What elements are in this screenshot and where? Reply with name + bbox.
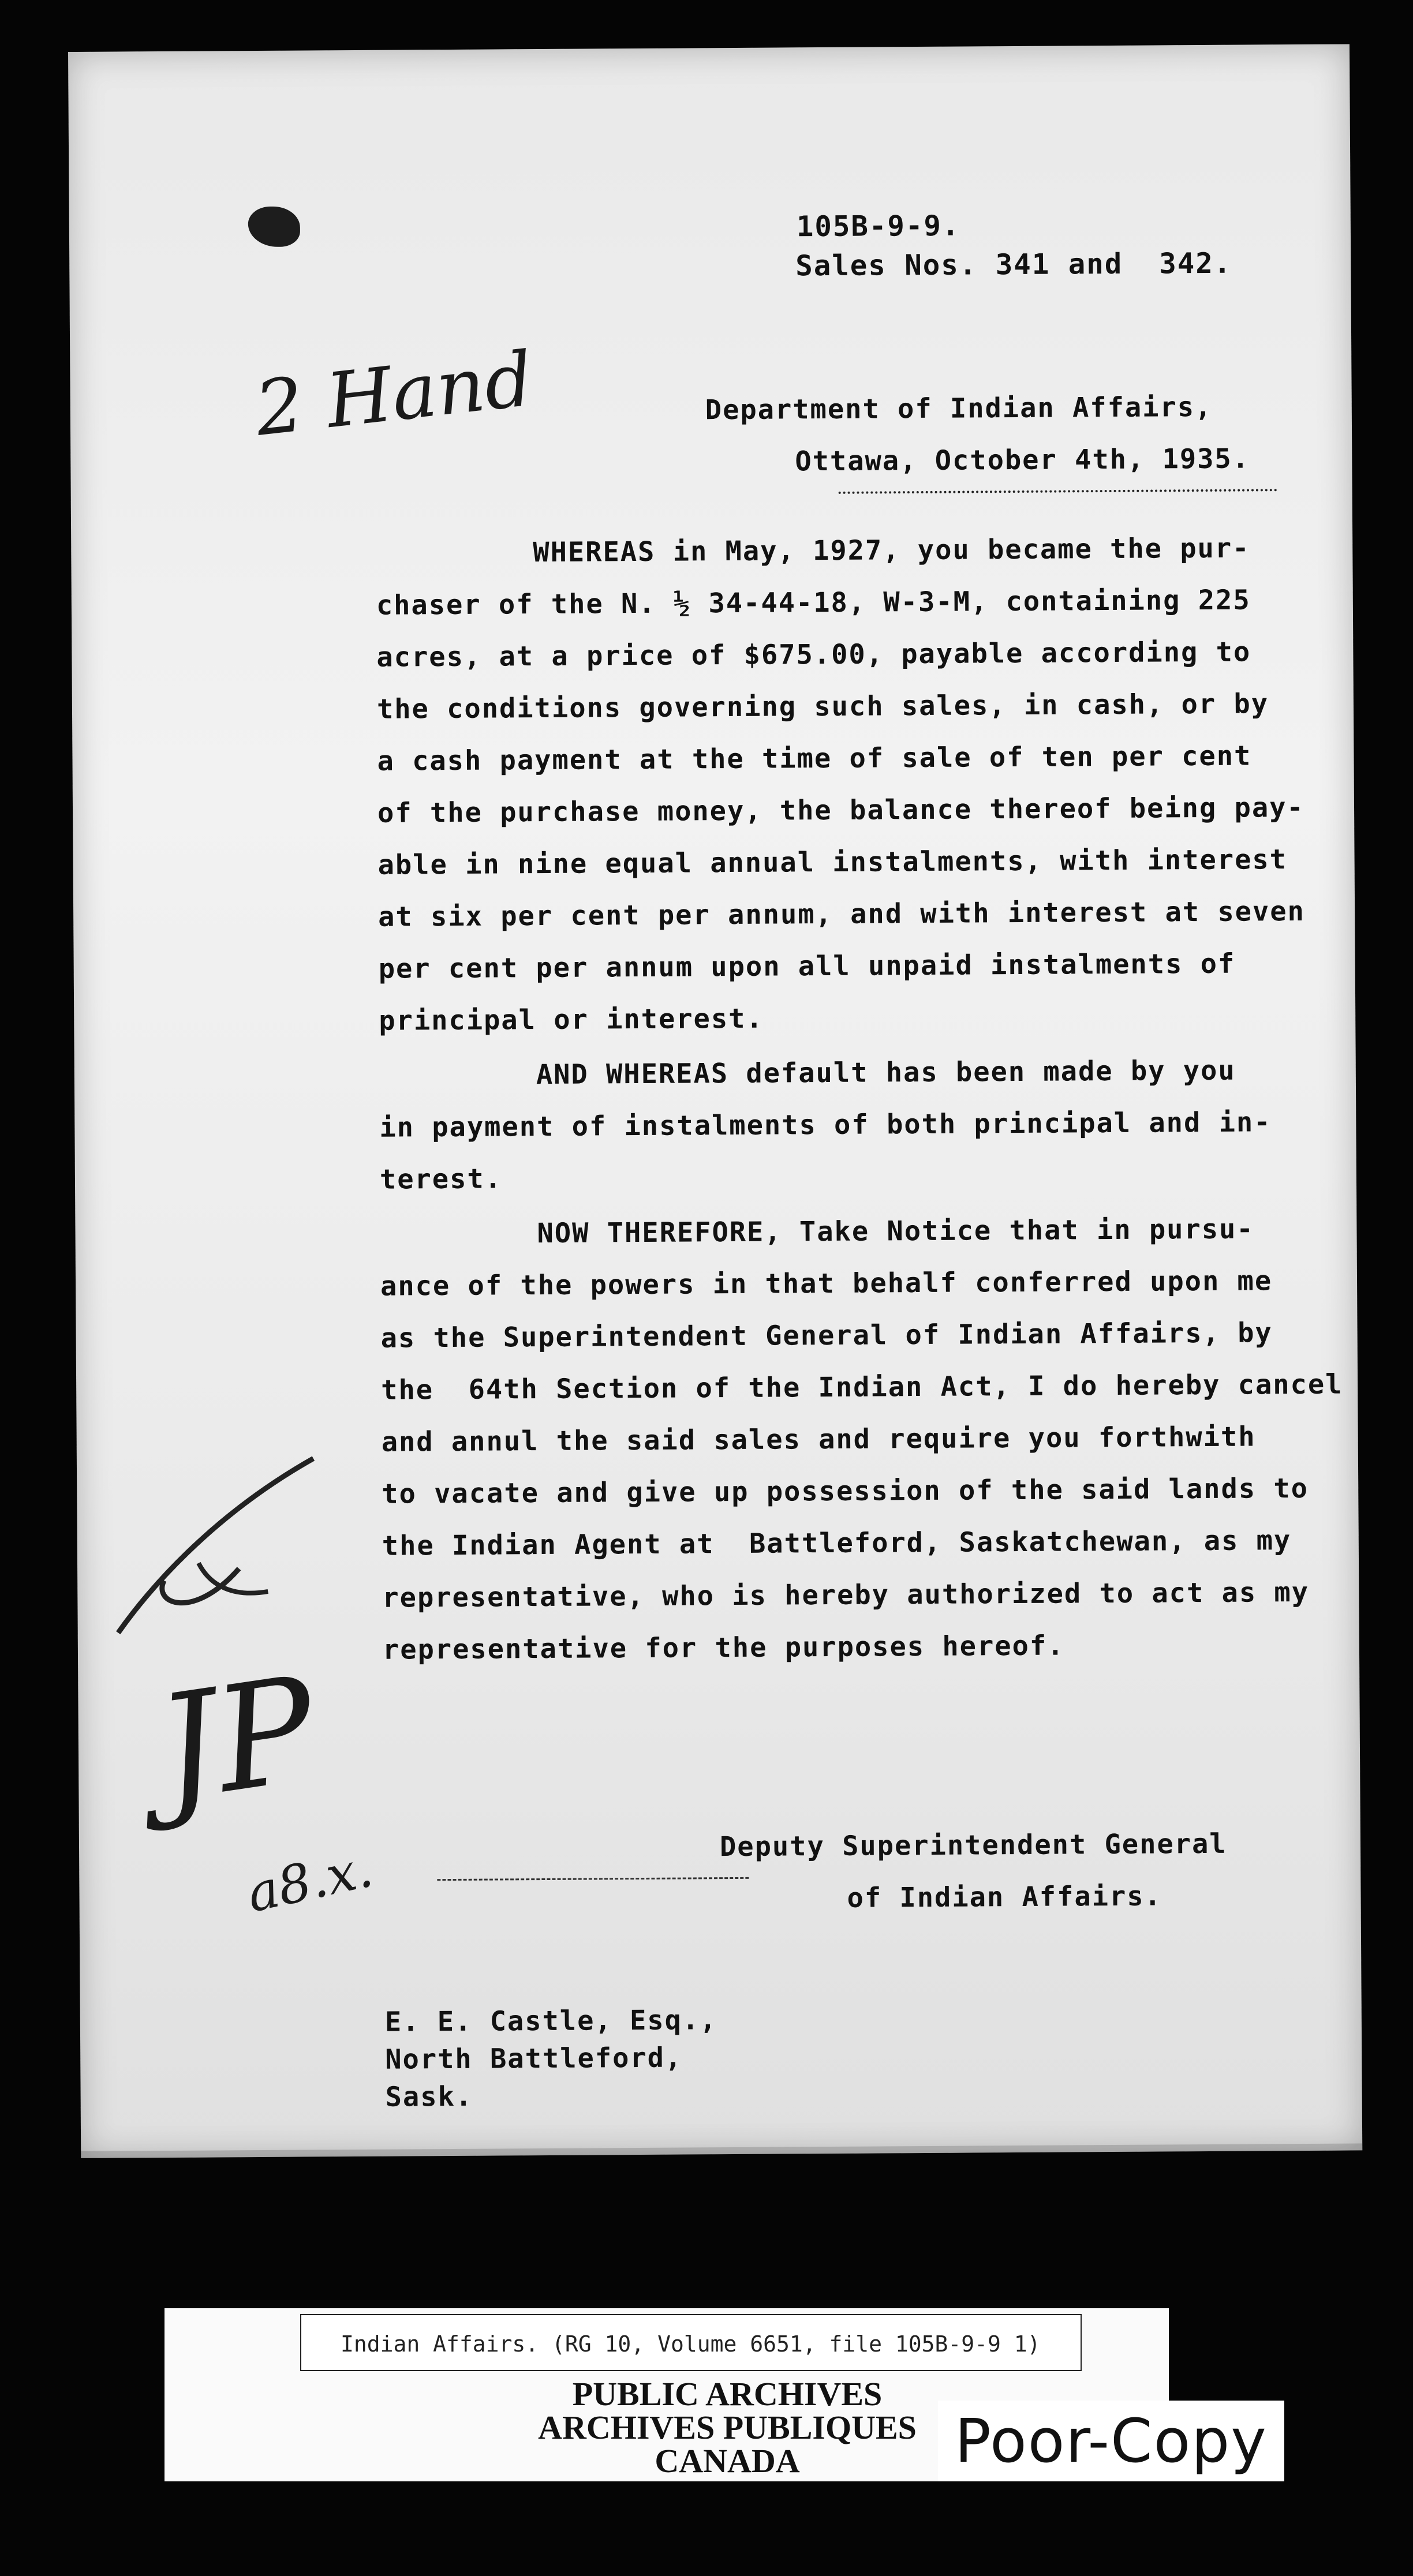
- signature-line: [437, 1877, 749, 1881]
- handwritten-checkmark-mark: [94, 1447, 338, 1645]
- addressee-line: E. E. Castle, Esq.,: [384, 2004, 717, 2038]
- letter-page: [68, 44, 1362, 2158]
- archive-name-french: ARCHIVES PUBLIQUES: [538, 2409, 917, 2446]
- body-line: of the purchase money, the balance thereof being pay-: [377, 791, 1304, 829]
- body-line: as the Superintendent General of Indian Affairs, by: [380, 1317, 1273, 1354]
- ink-blot: [248, 207, 300, 248]
- body-line: representative for the purposes hereof.: [382, 1630, 1065, 1666]
- body-line: AND WHEREAS default has been made by you: [536, 1054, 1236, 1091]
- body-line: principal or interest.: [379, 1002, 764, 1037]
- body-line: able in nine equal annual instalments, with interest: [377, 844, 1288, 881]
- body-line: the 64th Section of the Indian Act, I do hereby cancel: [381, 1368, 1343, 1406]
- dotted-rule: [839, 489, 1277, 496]
- poor-copy-stamp: Poor-Copy: [938, 2401, 1284, 2481]
- sales-numbers: Sales Nos. 341 and 342.: [795, 246, 1232, 283]
- body-line: the Indian Agent at Battleford, Saskatchewan, as my: [382, 1525, 1292, 1562]
- department-heading: Department of Indian Affairs,: [705, 391, 1213, 426]
- body-line: WHEREAS in May, 1927, you became the pur-: [533, 532, 1250, 569]
- body-line: in payment of instalments of both principal and in-: [379, 1106, 1272, 1144]
- place-and-date: Ottawa, October 4th, 1935.: [795, 443, 1250, 478]
- body-line: to vacate and give up possession of the said lands to: [382, 1472, 1309, 1510]
- body-line: at six per cent per annum, and with interest at seven: [378, 895, 1306, 933]
- body-line: chaser of the N. ½ 34-44-18, W-3-M, containing 225: [376, 584, 1251, 621]
- body-line: representative, who is hereby authorized to act as my: [382, 1576, 1310, 1614]
- signature-title: Deputy Superintendent General: [719, 1828, 1227, 1863]
- addressee-line: North Battleford,: [385, 2042, 683, 2076]
- handwritten-date: a8.x.: [241, 1838, 378, 1924]
- archive-name-english: PUBLIC ARCHIVES: [572, 2375, 883, 2413]
- body-line: acres, at a price of $675.00, payable according to: [376, 636, 1251, 673]
- addressee-line: Sask.: [385, 2080, 473, 2113]
- signature-title-continued: of Indian Affairs.: [847, 1880, 1162, 1914]
- body-line: NOW THEREFORE, Take Notice that in pursu-: [537, 1213, 1254, 1250]
- body-line: terest.: [379, 1163, 503, 1196]
- body-line: and annul the said sales and require you forthwith: [381, 1421, 1256, 1458]
- body-line: ance of the powers in that behalf conferred upon me: [380, 1265, 1273, 1302]
- page-edge: [81, 2143, 1362, 2158]
- archive-country: CANADA: [655, 2442, 800, 2480]
- body-line: the conditions governing such sales, in cash, or by: [376, 688, 1269, 725]
- handwritten-note: 2 Hand: [251, 335, 537, 453]
- body-line: per cent per annum upon all unpaid instalments of: [378, 948, 1236, 985]
- handwritten-initials: JP: [148, 1645, 326, 1834]
- body-line: a cash payment at the time of sale of ten per cent: [377, 740, 1252, 777]
- archive-reference: Indian Affairs. (RG 10, Volume 6651, file 105B-9-9 1): [341, 2331, 1041, 2357]
- file-reference: 105B-9-9.: [796, 209, 960, 244]
